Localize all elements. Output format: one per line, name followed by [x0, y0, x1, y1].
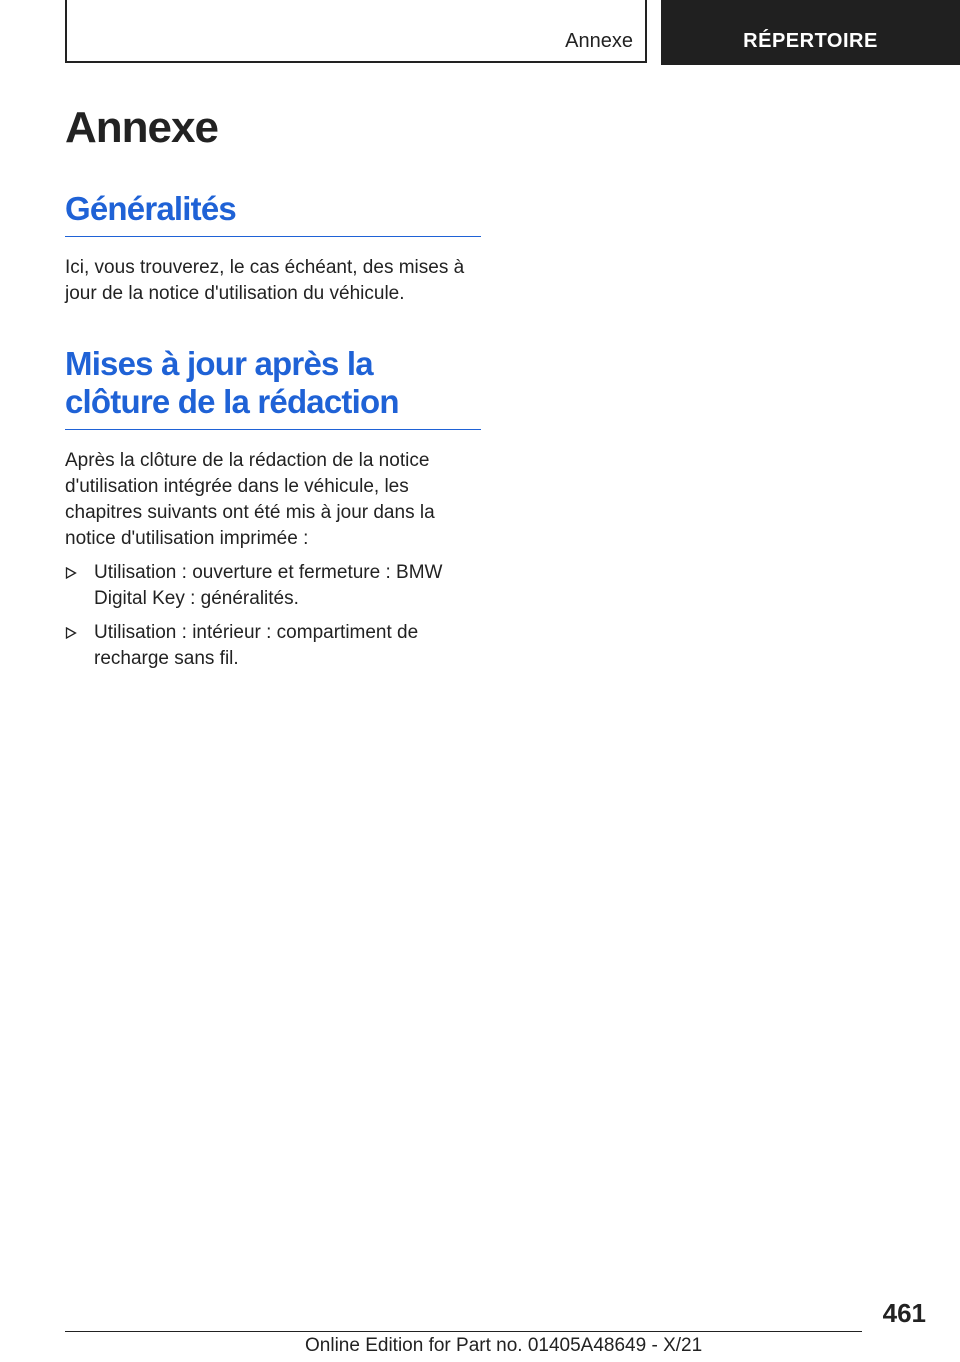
section-heading-generalites: Généralités: [65, 190, 481, 237]
list-item: [65, 560, 481, 612]
section-heading-line-2: clôture de la rédaction: [65, 383, 399, 420]
updated-chapters-list: [65, 560, 481, 672]
triangle-right-icon: [65, 560, 79, 586]
list-item-text: Utilisation : intérieur : compartiment de recharge sans fil.: [94, 622, 419, 669]
footer-divider: [65, 1331, 862, 1332]
page-title: Annexe: [65, 103, 218, 152]
header-section-label: Annexe: [565, 30, 633, 52]
header-repertoire-tab[interactable]: [661, 0, 960, 65]
main-content: [65, 100, 481, 680]
section-heading-mises-a-jour: [65, 345, 481, 430]
section-paragraph-generalites: Ici, vous trouverez, le cas échéant, des mises à jour de la notice d'utilisation du véhicule.: [65, 257, 465, 304]
footer-edition-text: Online Edition for Part no. 01405A48649 - X/21: [305, 1335, 703, 1356]
header-section-tab[interactable]: [65, 0, 647, 63]
section-paragraph-mises-a-jour: Après la clôture de la rédaction de la notice d'utilisation intégrée dans le véhicule, les chapitres suivants ont été mis à jour dans la notice d'utilisation imprimée :: [65, 450, 435, 549]
triangle-right-icon: [65, 620, 79, 646]
header-repertoire-label: RÉPERTOIRE: [743, 30, 878, 52]
list-item-text: Utilisation : ouverture et fermeture : BMW Digital Key : généralités.: [94, 562, 443, 609]
page-number: 461: [882, 1298, 926, 1328]
list-item: [65, 620, 481, 672]
section-heading-line-1: Mises à jour après la: [65, 345, 373, 382]
